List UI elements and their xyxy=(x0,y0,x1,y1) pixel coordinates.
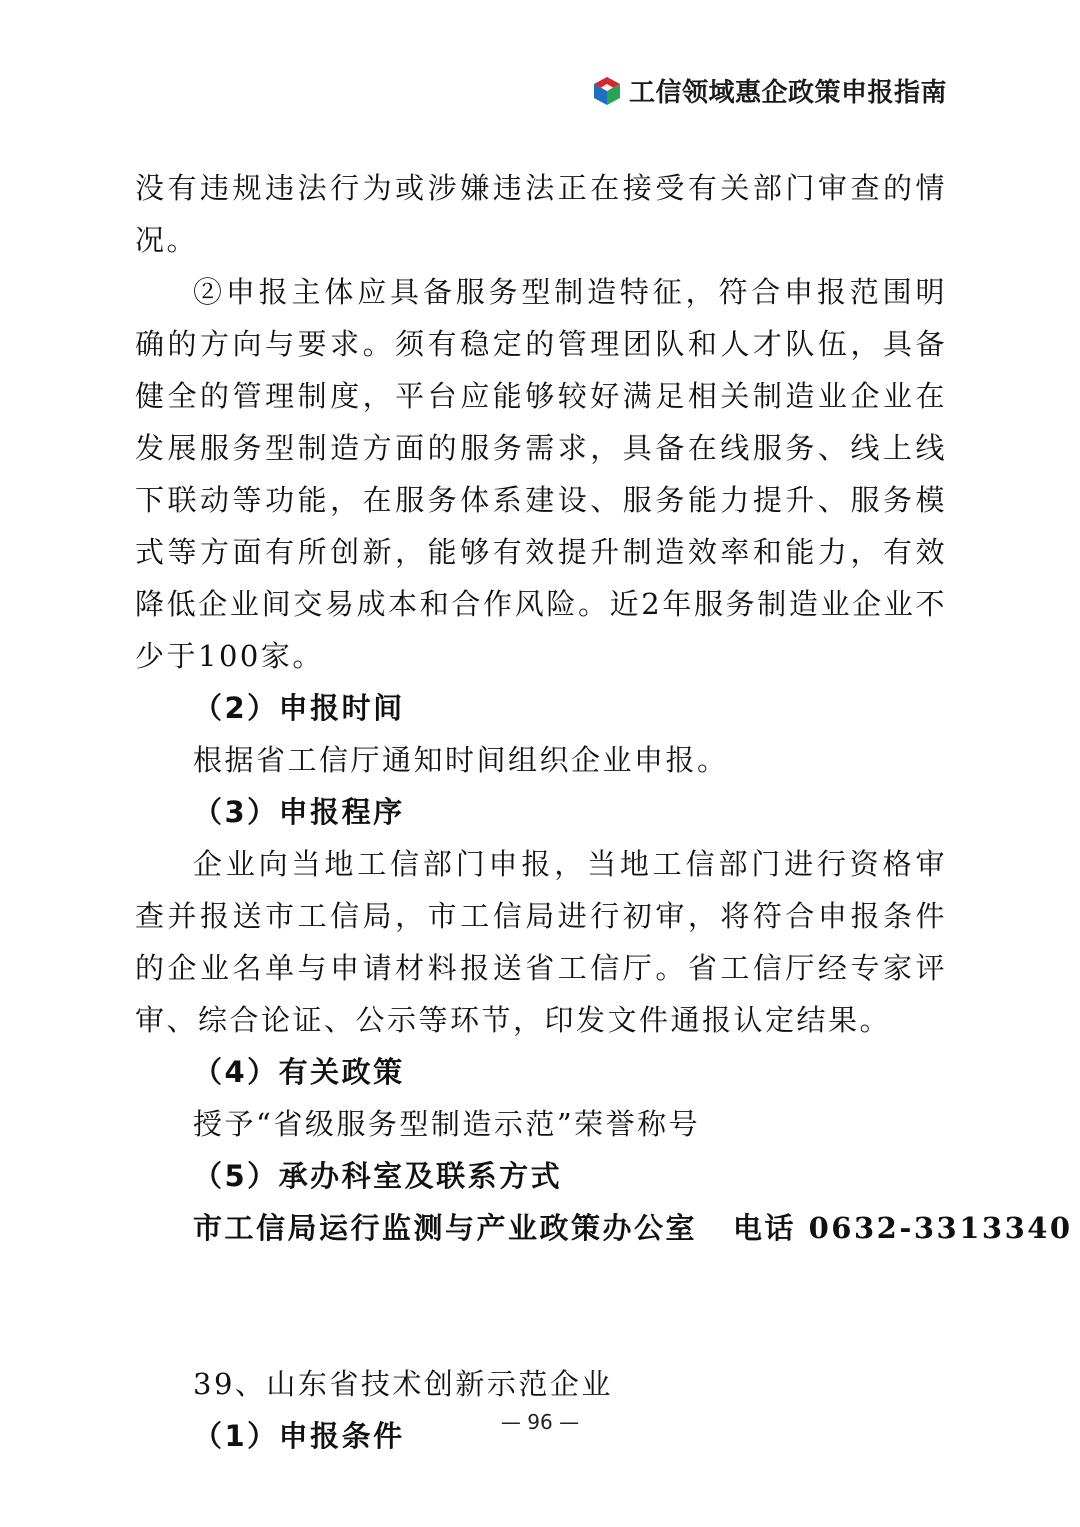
paragraph-application-time: 根据省工信厅通知时间组织企业申报。 xyxy=(193,743,729,777)
subheading-related-policy: （4）有关政策 xyxy=(193,1055,405,1089)
document-body xyxy=(135,162,1073,1462)
page-header xyxy=(591,72,947,109)
tricolor-cube-logo-icon xyxy=(591,75,623,107)
header-title: 工信领域惠企政策申报指南 xyxy=(628,78,947,108)
subheading-application-time: （2）申报时间 xyxy=(193,691,405,725)
paragraph-requirement-2: ②申报主体应具备服务型制造特征，符合申报范围明确的方向与要求。须有稳定的管理团队和人才队伍，具备健全的管理制度，平台应能够较好满足相关制造业企业在发展服务型制造方面的服务需求，具备在线服务、线上线下联动等功能，在服务体系建设、服务能力提升、服务模式等方面有所创新，能够有效提升制造效率和能力，有效降低企业间交易成本和合作风险。近2年服务制造业企业不少于100家。 xyxy=(135,275,947,673)
paragraph-related-policy: 授予“省级服务型制造示范”荣誉称号 xyxy=(193,1107,701,1141)
contact-phone: 电话 0632-3313340 xyxy=(733,1211,1073,1245)
contact-office: 市工信局运行监测与产业政策办公室 xyxy=(193,1211,698,1245)
subheading-application-conditions: （1）申报条件 xyxy=(193,1419,405,1453)
subheading-application-procedure: （3）申报程序 xyxy=(193,795,405,829)
page-number: — 96 — xyxy=(500,1410,580,1434)
contact-line xyxy=(135,1202,1073,1254)
section-title-39: 39、山东省技术创新示范企业 xyxy=(193,1367,613,1401)
paragraph-application-procedure: 企业向当地工信部门申报，当地工信部门进行资格审查并报送市工信局，市工信局进行初审，将符合申报条件的企业名单与申请材料报送省工信厅。省工信厅经专家评审、综合论证、公示等环节，印发文件通报认定结果。 xyxy=(135,847,947,1037)
subheading-contact: （5）承办科室及联系方式 xyxy=(193,1159,563,1193)
paragraph-continuation: 没有违规违法行为或涉嫌违法正在接受有关部门审查的情况。 xyxy=(135,171,947,257)
